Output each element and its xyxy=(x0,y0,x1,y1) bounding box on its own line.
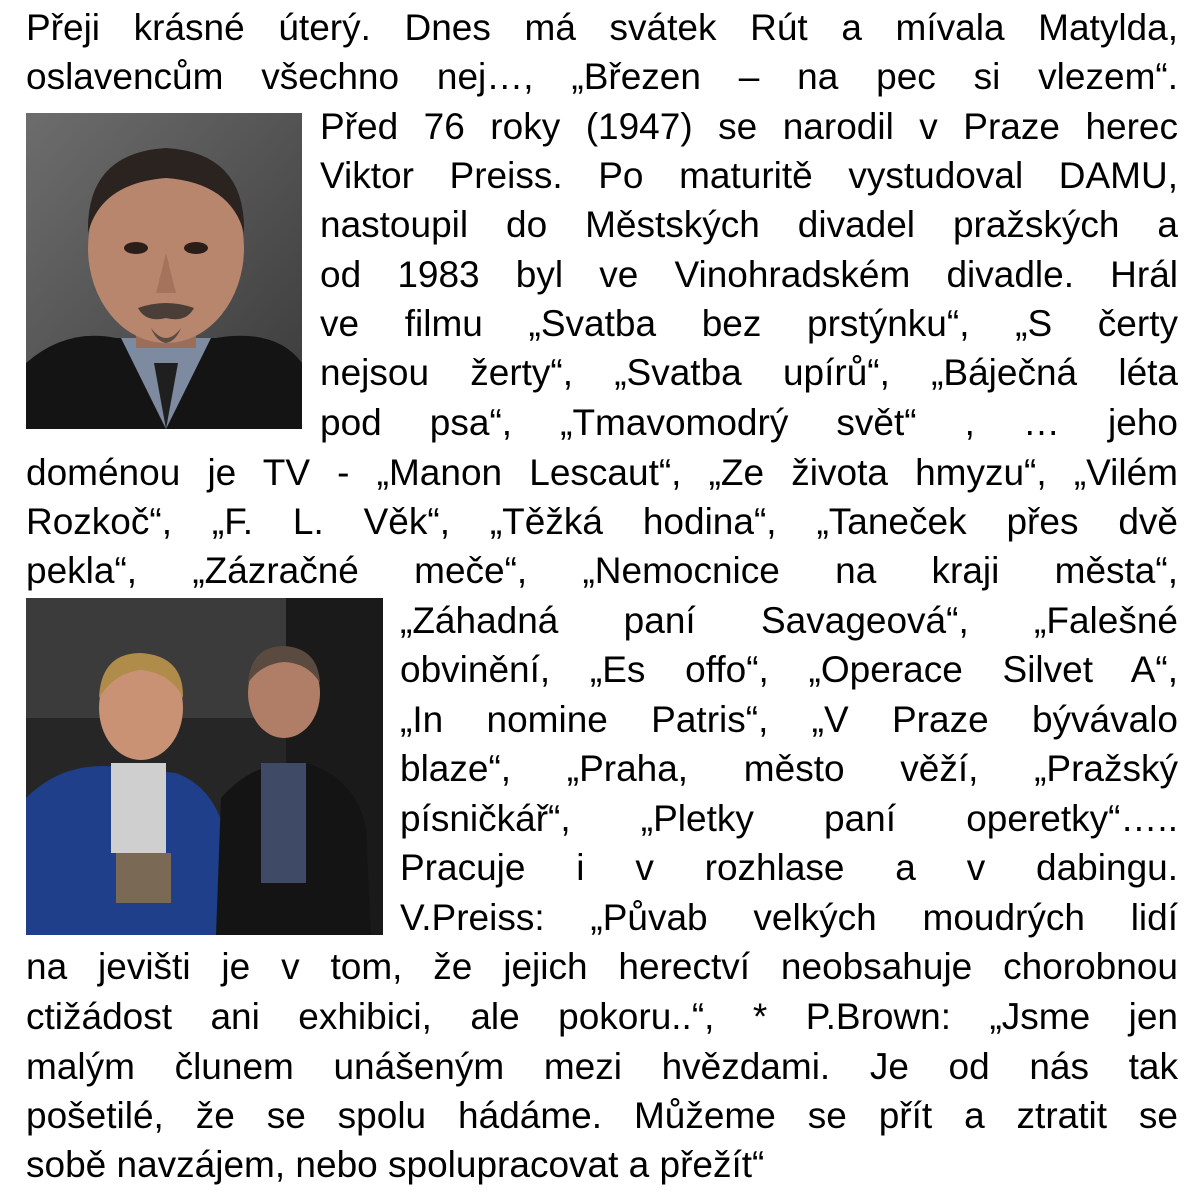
text-line-22: malým člunem unášeným mezi hvězdami. Je od nás tak xyxy=(26,1046,1178,1087)
text-line-23: pošetilé, že se spolu hádáme. Můžeme se přít a ztratit se xyxy=(26,1095,1178,1136)
text-line-15: „In nomine Patris“, „V Praze bývávalo xyxy=(400,699,1178,740)
text-line-4: Viktor Preiss. Po maturitě vystudoval DAMU, xyxy=(320,155,1178,196)
text-line-2: oslavencům všechno nej…, „Březen – na pec si vlezem“. xyxy=(26,56,1178,97)
text-line-21: ctižádost ani exhibici, ale pokoru..“, * P.Brown: „Jsme jen xyxy=(26,996,1178,1037)
text-line-9: pod psa“, „Tmavomodrý svět“ , … jeho xyxy=(320,402,1178,443)
text-line-17: písničkář“, „Pletky paní operetky“….. xyxy=(400,798,1178,839)
text-line-11: Rozkoč“, „F. L. Věk“, „Těžká hodina“, „Taneček přes dvě xyxy=(26,501,1178,542)
portrait-photo xyxy=(26,113,302,429)
text-line-14: obvinění, „Es offo“, „Operace Silvet A“, xyxy=(400,649,1178,690)
text-line-1: Přeji krásné úterý. Dnes má svátek Rút a mívala Matylda, xyxy=(26,7,1178,48)
text-line-5: nastoupil do Městských divadel pražských a xyxy=(320,204,1178,245)
portrait-photo-icon xyxy=(26,113,302,429)
text-line-10: doménou je TV - „Manon Lescaut“, „Ze života hmyzu“, „Vilém xyxy=(26,452,1178,493)
text-line-7: ve filmu „Svatba bez prstýnku“, „S čerty xyxy=(320,303,1178,344)
text-line-19: V.Preiss: „Půvab velkých moudrých lidí xyxy=(400,897,1178,938)
text-line-24: sobě navzájem, nebo spolupracovat a přežít“ xyxy=(26,1144,765,1185)
scene-photo xyxy=(26,598,383,935)
text-line-20: na jevišti je v tom, že jejich herectví neobsahuje chorobnou xyxy=(26,946,1178,987)
text-line-13: „Záhadná paní Savageová“, „Falešné xyxy=(400,600,1178,641)
text-line-16: blaze“, „Praha, město věží, „Pražský xyxy=(400,748,1178,789)
text-line-18: Pracuje i v rozhlase a v dabingu. xyxy=(400,847,1178,888)
scene-photo-icon xyxy=(26,598,383,935)
text-line-3: Před 76 roky (1947) se narodil v Praze herec xyxy=(320,106,1178,147)
text-line-12: pekla“, „Zázračné meče“, „Nemocnice na kraji města“, xyxy=(26,550,1178,591)
text-line-8: nejsou žerty“, „Svatba upírů“, „Báječná léta xyxy=(320,352,1178,393)
text-line-6: od 1983 byl ve Vinohradském divadle. Hrál xyxy=(320,254,1178,295)
